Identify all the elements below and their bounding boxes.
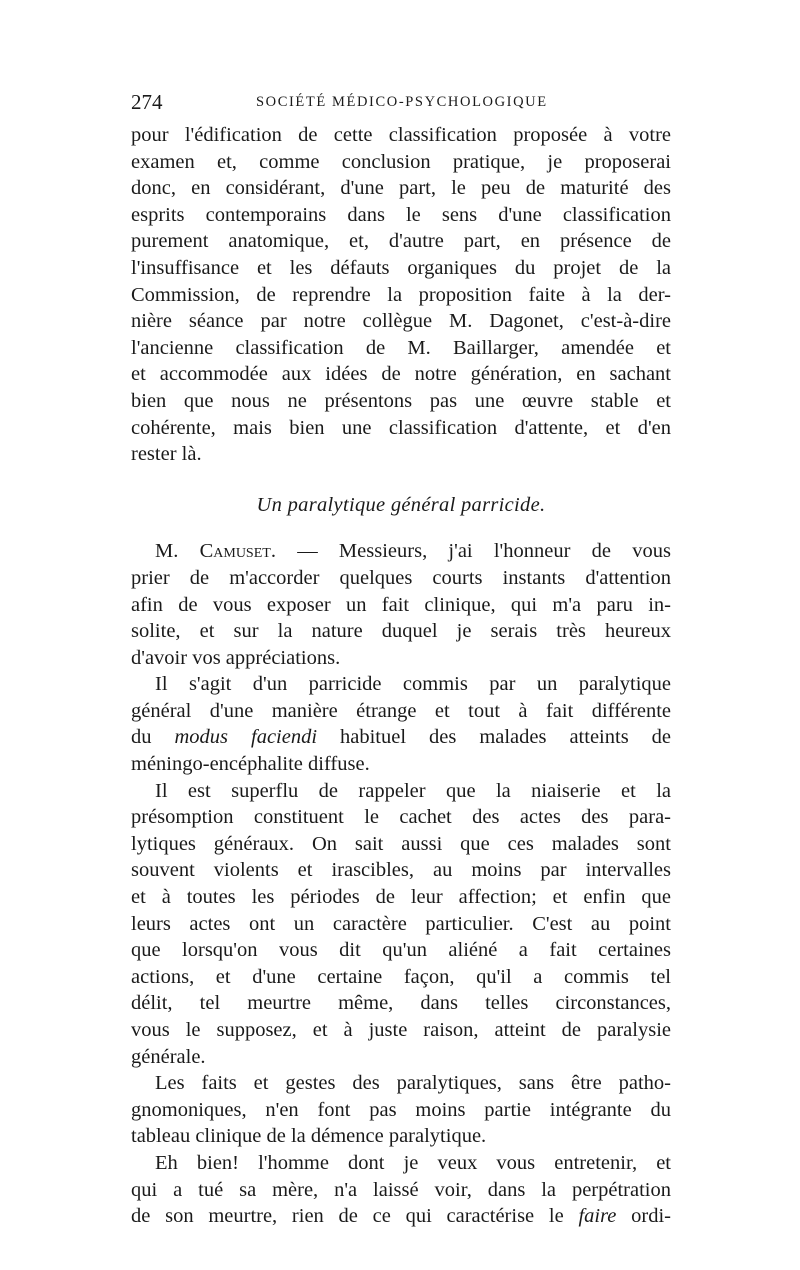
text-line: pour l'édification de cette classification proposée à votre [131,124,671,146]
text-line: vous le supposez, et à juste raison, atteint de paralysie [131,1019,671,1041]
text-line: Il est superflu de rappeler que la niaiserie et la [155,779,671,802]
text-line: général d'une manière étrange et tout à fait différente [131,699,671,722]
text-line: d'avoir vos appréciations. [131,646,341,669]
text-line: Les faits et gestes des paralytiques, sans être patho- [155,1072,671,1095]
page-number: 274 [131,90,163,114]
text-line: bien que nous ne présentons pas une œuvre stable et [131,389,671,412]
text-line: purement anatomique, et, d'autre part, en présence de [131,230,671,253]
text-line: méningo-encéphalite diffuse. [131,753,370,776]
text-line: et à toutes les périodes de leur affection; et enfin que [131,886,671,909]
page-header [131,90,671,112]
italic-term: modus faciendi [174,726,318,749]
text-line: Eh bien! l'homme dont je veux vous entretenir, et [155,1151,671,1174]
text-line: esprits contemporains dans le sens d'une classification [131,203,671,226]
text-line: tableau clinique de la démence paralytique. [131,1125,487,1148]
text-line: qui a tué sa mère, n'a laissé voir, dans la perpétration [131,1178,671,1201]
text-line: examen et, comme conclusion pratique, je proposerai [131,150,671,173]
page-body [131,122,671,1230]
text-line: gnomoniques, n'en font pas moins partie intégrante du [131,1098,671,1121]
text-line: délit, tel meurtre même, dans telles circonstances, [131,992,671,1015]
text-line: afin de vous exposer un fait clinique, qui m'a paru in- [131,593,671,616]
text-line: Commission, de reprendre la proposition faite à la der- [131,283,671,306]
text-line: M. Camuset. — Messieurs, j'ai l'honneur de vous [155,540,671,563]
text-line: cohérente, mais bien une classification d'attente, et d'en [131,416,671,439]
text-line: que lorsqu'on vous dit qu'un aliéné a fait certaines [131,939,671,962]
text-line: leurs actes ont un caractère particulier. C'est au point [131,912,671,935]
text-line: et accommodée aux idées de notre génération, en sachant [131,363,671,386]
text-line: solite, et sur la nature duquel je serais très heureux [131,620,671,643]
text-line: générale. [131,1045,206,1068]
text-line: nière séance par notre collègue M. Dagonet, c'est-à-dire [131,310,671,333]
text-line: l'ancienne classification de M. Baillarger, amendée et [131,336,671,359]
paragraph-paralytic-traits [131,778,671,1071]
paragraph-parricide [131,671,671,777]
text-line: actions, et d'une certaine façon, qu'il a commis tel [131,965,671,988]
speaker-name: M. Camuset. [155,540,276,563]
italic-term: faire [578,1205,617,1228]
text-line: lytiques généraux. On sait aussi que ces malades sont [131,832,671,855]
section-title: Un paralytique général parricide. [256,493,546,516]
text-line: Il s'agit d'un parricide commis par un paralytique [155,673,671,696]
text-line: rester là. [131,443,202,466]
paragraph-case [131,1150,671,1230]
paragraph-classification-proposal [131,122,671,468]
text-line: l'insuffisance et les défauts organiques du projet de la [131,256,671,279]
text-line: donc, en considérant, d'une part, le peu de maturité des [131,177,671,200]
text-line: du modus faciendi habituel des malades atteints de [131,726,671,749]
text-line: présomption constituent le cachet des actes des para- [131,806,671,829]
text-line: prier de m'accorder quelques courts instants d'attention [131,566,671,589]
paragraph-camuset-intro [131,538,671,671]
text-line: de son meurtre, rien de ce qui caractérise le faire ordi- [131,1205,672,1228]
running-head: SOCIÉTÉ MÉDICO-PSYCHOLOGIQUE [256,94,548,110]
text-line: souvent violents et irascibles, au moins par intervalles [131,859,671,882]
paragraph-gestures [131,1070,671,1150]
